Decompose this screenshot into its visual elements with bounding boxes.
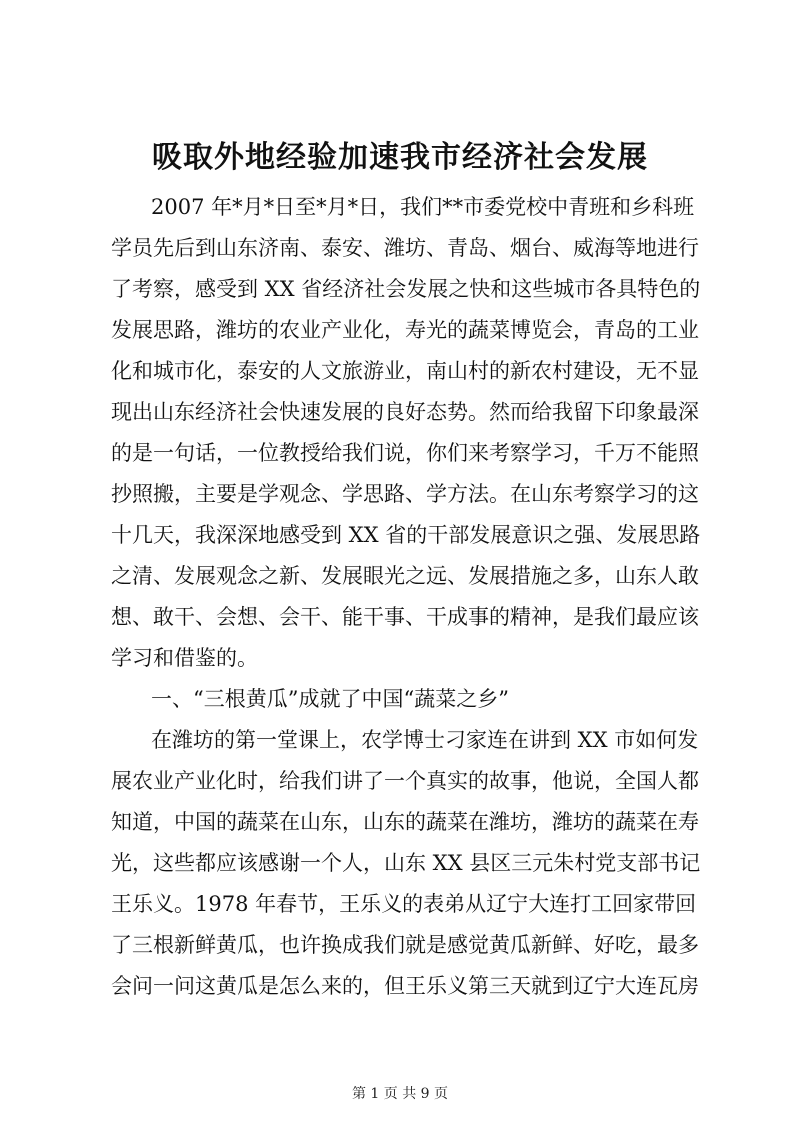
paragraph-line: 在潍坊的第一堂课上，农学博士刁家连在讲到 XX 市如何发	[151, 728, 699, 752]
paragraph-line: 了三根新鲜黄瓜，也许换成我们就是感觉黄瓜新鲜、好吃，最多	[111, 933, 699, 957]
page-number-footer: 第 1 页 共 9 页	[351, 1086, 449, 1102]
section-heading: 一、“三根黄瓜”成就了中国“蔬菜之乡”	[151, 687, 509, 711]
paragraph-line: 想、敢干、会想、会干、能干事、干成事的精神，是我们最应该	[111, 605, 699, 629]
paragraph-line: 知道，中国的蔬菜在山东，山东的蔬菜在潍坊，潍坊的蔬菜在寿	[111, 810, 699, 834]
paragraph-line: 会问一问这黄瓜是怎么来的，但王乐义第三天就到辽宁大连瓦房	[111, 974, 699, 998]
paragraph-line: 发展思路，潍坊的农业产业化，寿光的蔬菜博览会，青岛的工业	[111, 318, 699, 342]
paragraph-line: 学员先后到山东济南、泰安、潍坊、青岛、烟台、威海等地进行	[111, 236, 699, 260]
paragraph-line: 2007 年*月*日至*月*日，我们**市委党校中青班和乡科班	[151, 195, 695, 219]
paragraph-line: 化和城市化，泰安的人文旅游业，南山村的新农村建设，无不显	[111, 359, 699, 383]
paragraph-line: 光，这些都应该感谢一个人，山东 XX 县区三元朱村党支部书记	[111, 851, 701, 875]
paragraph-line: 抄照搬，主要是学观念、学思路、学方法。在山东考察学习的这	[111, 482, 699, 506]
paragraph-line: 学习和借鉴的。	[111, 646, 258, 670]
paragraph-line: 王乐义。1978 年春节，王乐义的表弟从辽宁大连打工回家带回	[111, 892, 697, 916]
paragraph-line: 了考察，感受到 XX 省经济社会发展之快和这些城市各具特色的	[111, 277, 701, 301]
paragraph-line: 十几天，我深深地感受到 XX 省的干部发展意识之强、发展思路	[111, 523, 701, 547]
paragraph-line: 之清、发展观念之新、发展眼光之远、发展措施之多，山东人敢	[111, 564, 699, 588]
paragraph-line: 展农业产业化时，给我们讲了一个真实的故事，他说，全国人都	[111, 769, 699, 793]
paragraph-line: 现出山东经济社会快速发展的良好态势。然而给我留下印象最深	[111, 400, 699, 424]
paragraph-line: 的是一句话，一位教授给我们说，你们来考察学习，千万不能照	[111, 441, 699, 465]
document-body	[111, 187, 701, 1007]
document-title: 吸取外地经验加速我市经济社会发展	[152, 140, 648, 175]
